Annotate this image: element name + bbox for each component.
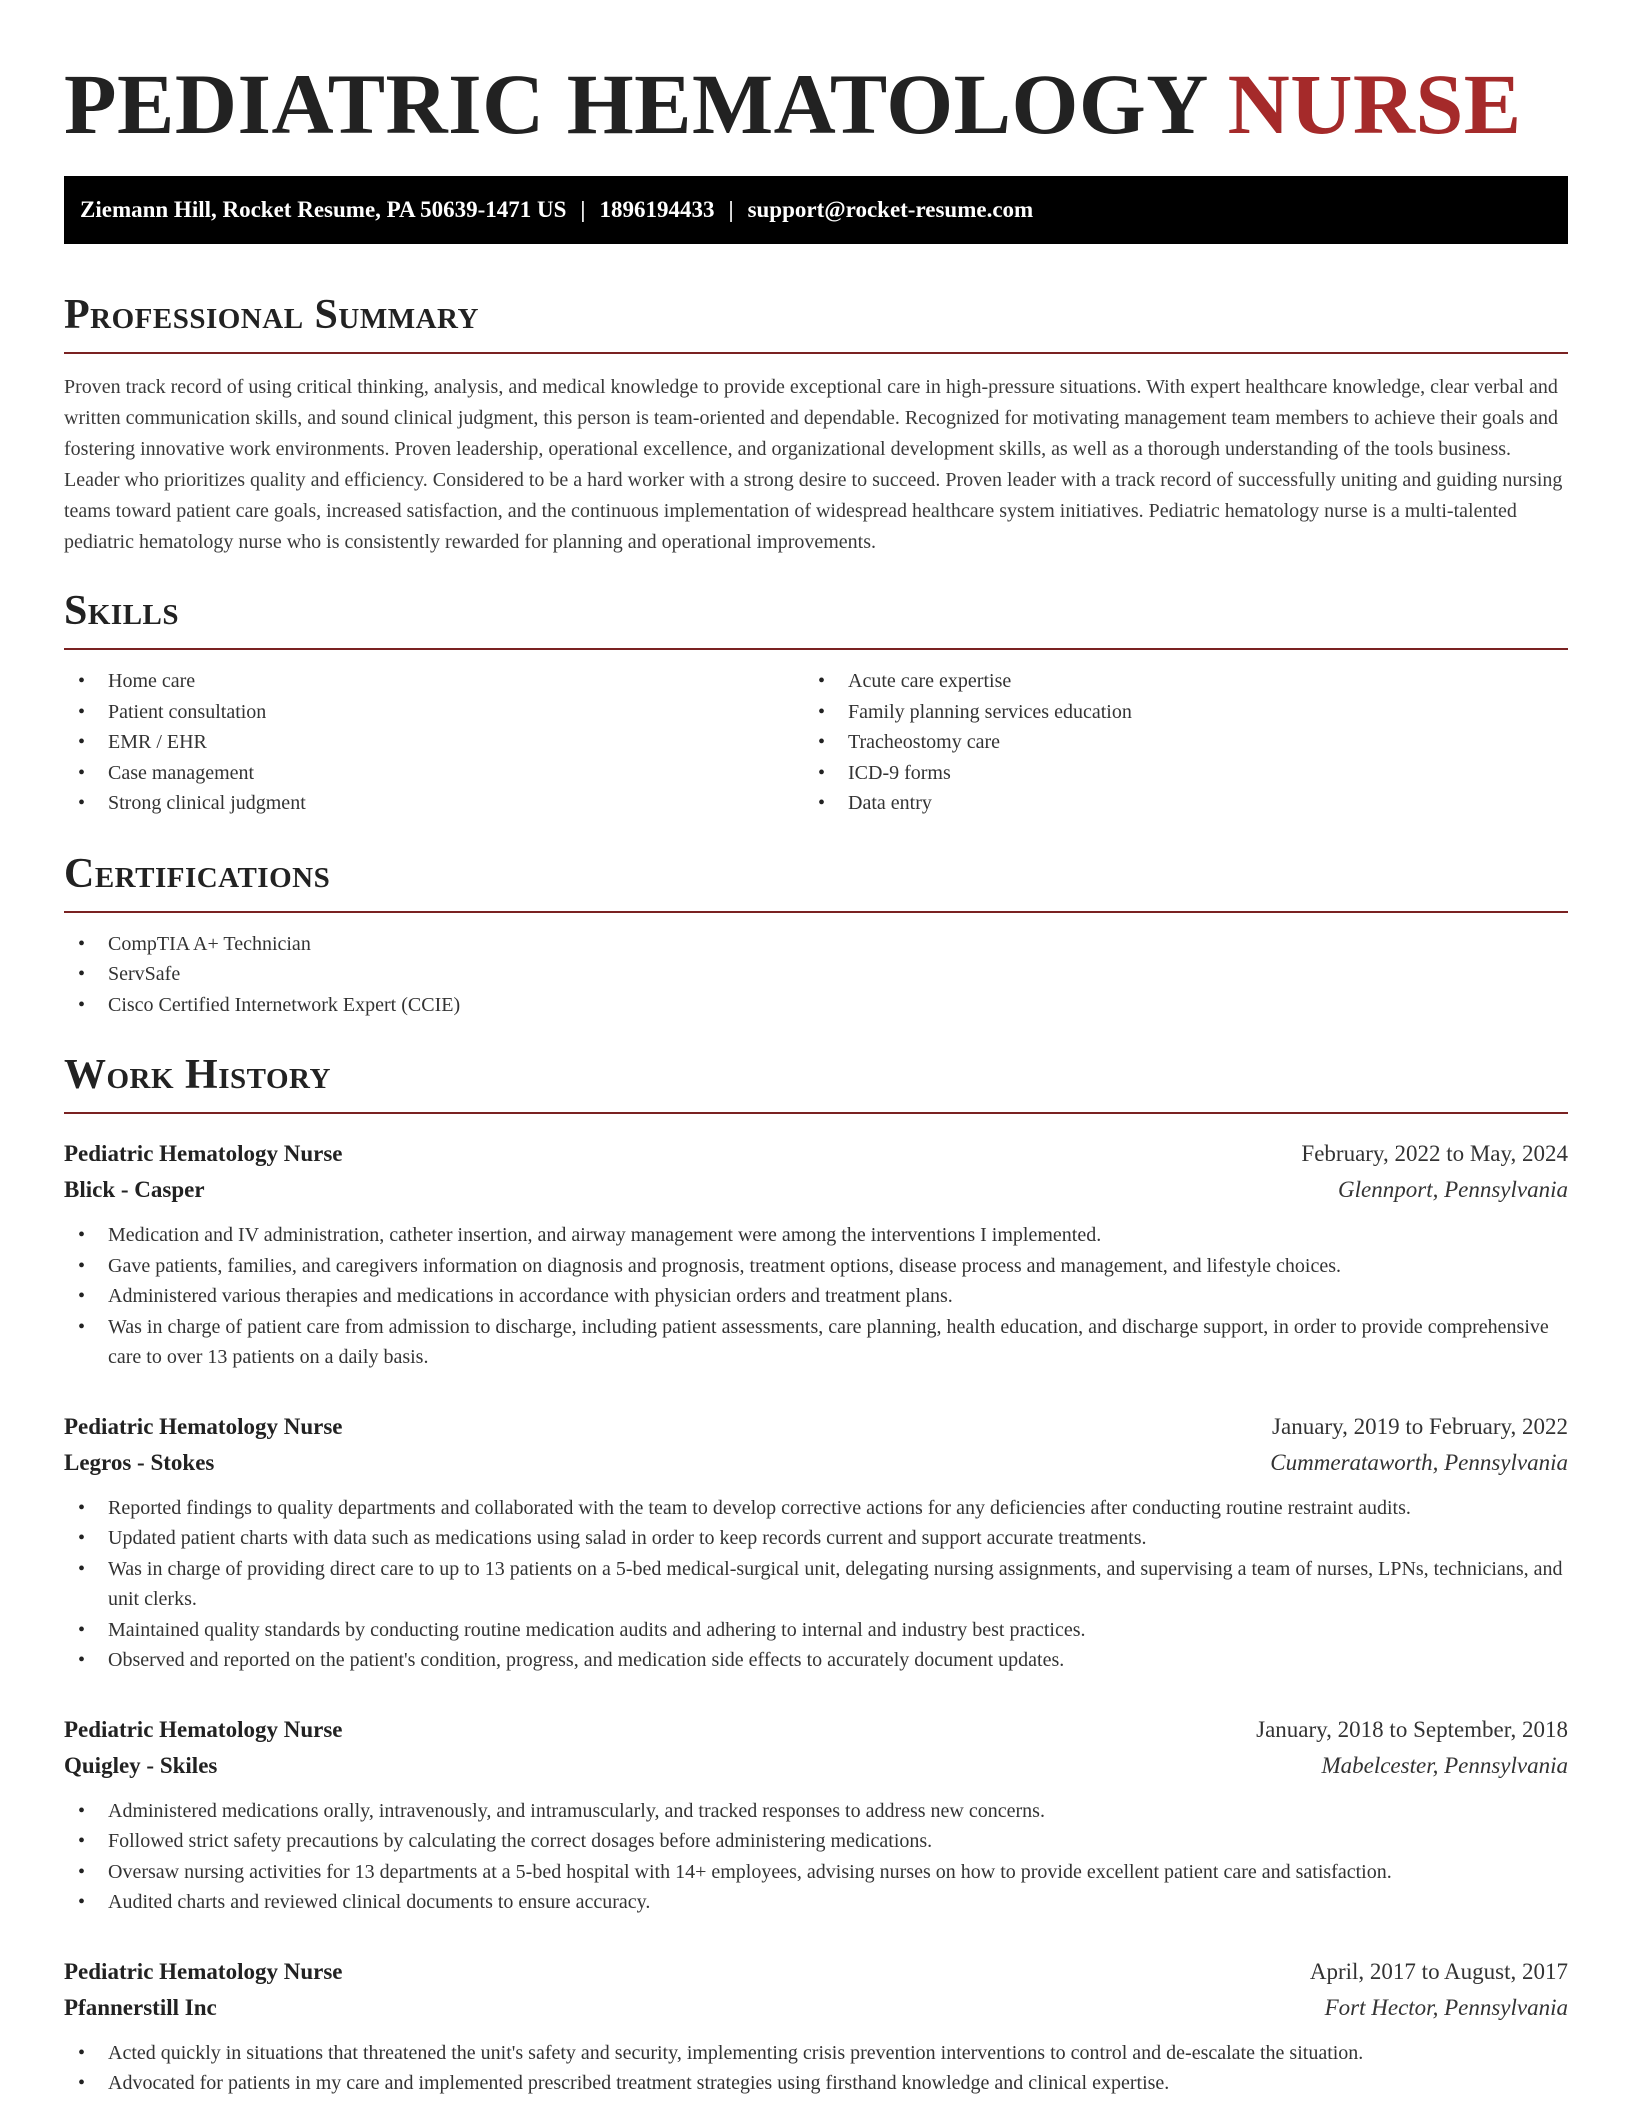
skill-item: • Acute care expertise — [804, 666, 1544, 697]
contact-address: Ziemann Hill, Rocket Resume, PA 50639-1471 US — [80, 197, 567, 222]
job-location: Glennport, Pennsylvania — [1338, 1177, 1568, 1202]
job-location: Mabelcester, Pennsylvania — [1321, 1752, 1568, 1778]
job-bullet: • Acted quickly in situations that threatened the unit's safety and security, implementing crisis prevention interventions to control and de-escalate the situation. — [64, 2038, 1568, 2069]
skill-item: • Home care — [64, 666, 804, 697]
contact-separator: | — [728, 197, 734, 222]
title-accent: NURSE — [1227, 56, 1522, 152]
skills-list-left — [64, 666, 804, 819]
job-entry — [64, 1712, 1568, 1918]
job-company: Quigley - Skiles — [64, 1752, 218, 1778]
job-header-row — [64, 1712, 1568, 1748]
job-bullets — [64, 1220, 1568, 1373]
summary-text: Proven track record of using critical thinking, analysis, and medical knowledge to provide exceptional care in high-pressure situations. With expert healthcare knowledge, clear verbal and written communication skills, and sound clinical judgment, this person is team-oriented and dependable. Recognized for motivating management team members to achieve their goals and fostering innovative work environments. Proven leadership, operational excellence, and organizational development skills, as well as a thorough understanding of the tools business. Leader who prioritizes quality and efficiency. Considered to be a hard worker with a strong desire to succeed. Proven leader with a track record of successfully uniting and guiding nursing teams toward patient care goals, increased satisfaction, and the continuous implementation of widespread healthcare system initiatives. Pediatric hematology nurse is a multi-talented pediatric hematology nurse who is consistently rewarded for planning and operational improvements. — [64, 376, 1563, 553]
job-bullet: • Followed strict safety precautions by calculating the correct dosages before administering medications. — [64, 1826, 1568, 1857]
certification-item: • ServSafe — [64, 959, 1568, 990]
contact-separator: | — [580, 197, 586, 222]
section-title: Certifications — [64, 850, 331, 897]
job-header-row — [64, 1136, 1568, 1172]
job-entry — [64, 1954, 1568, 2099]
job-bullet: • Gave patients, families, and caregivers information on diagnosis and prognosis, treatment options, disease process and management, and lifestyle choices. — [64, 1251, 1568, 1282]
job-bullet: • Audited charts and reviewed clinical documents to ensure accuracy. — [64, 1887, 1568, 1918]
skill-item: • EMR / EHR — [64, 727, 804, 758]
section-divider — [64, 352, 1568, 354]
job-dates: April, 2017 to August, 2017 — [1309, 1958, 1568, 1984]
job-bullet: • Observed and reported on the patient's condition, progress, and medication side effects to accurately document updates. — [64, 1645, 1568, 1676]
job-bullet: • Advocated for patients in my care and implemented prescribed treatment strategies using firsthand knowledge and clinical expertise. — [64, 2068, 1568, 2099]
resume-page — [64, 0, 1568, 2099]
section-divider — [64, 1112, 1568, 1114]
job-header-row — [64, 1409, 1568, 1445]
job-bullet: • Administered medications orally, intravenously, and intramuscularly, and tracked responses to address new concerns. — [64, 1796, 1568, 1827]
title-main: PEDIATRIC HEMATOLOGY — [64, 56, 1206, 152]
job-title: Pediatric Hematology Nurse — [64, 1413, 343, 1439]
job-bullet: • Reported findings to quality departments and collaborated with the team to develop corrective actions for any deficiencies after conducting routine restraint audits. — [64, 1493, 1568, 1524]
section-divider — [64, 911, 1568, 913]
job-company-row — [64, 1172, 1568, 1208]
skills-list-right — [804, 666, 1544, 819]
job-bullet: • Administered various therapies and medications in accordance with physician orders and treatment plans. — [64, 1281, 1568, 1312]
skill-item: • Family planning services education — [804, 697, 1544, 728]
job-bullet: • Was in charge of providing direct care to up to 13 patients on a 5-bed medical-surgical unit, delegating nursing assignments, and supervising a team of nurses, LPNs, technicians, and unit clerks. — [64, 1554, 1568, 1615]
section-title: Skills — [64, 588, 180, 634]
skills-columns — [64, 666, 1568, 819]
contact-bar — [64, 176, 1568, 244]
job-company-row — [64, 1748, 1568, 1784]
contact-email[interactable]: support@rocket-resume.com — [747, 197, 1034, 222]
page-title — [64, 56, 1568, 152]
certifications-list — [64, 929, 1568, 1021]
job-dates: February, 2022 to May, 2024 — [1301, 1141, 1568, 1166]
job-location: Cummerataworth, Pennsylvania — [1270, 1449, 1568, 1475]
skill-item: • Case management — [64, 758, 804, 789]
job-location: Fort Hector, Pennsylvania — [1324, 1994, 1568, 2020]
job-entry — [64, 1136, 1568, 1373]
job-title: Pediatric Hematology Nurse — [64, 1141, 343, 1166]
job-entry — [64, 1409, 1568, 1676]
job-bullet: • Was in charge of patient care from admission to discharge, including patient assessments, care planning, health education, and discharge support, in order to provide comprehensive care to over 13 patients on a daily basis. — [64, 1312, 1568, 1373]
skill-item: • Data entry — [804, 788, 1544, 819]
job-company-row — [64, 1445, 1568, 1481]
skill-item: • ICD-9 forms — [804, 758, 1544, 789]
job-bullet: • Medication and IV administration, catheter insertion, and airway management were among the interventions I implemented. — [64, 1220, 1568, 1251]
job-bullet: • Maintained quality standards by conducting routine medication audits and adhering to internal and industry best practices. — [64, 1615, 1568, 1646]
section-title: Professional Summary — [64, 292, 479, 338]
job-company-row — [64, 1990, 1568, 2026]
section-divider — [64, 648, 1568, 650]
skill-item: • Patient consultation — [64, 697, 804, 728]
job-bullets — [64, 2038, 1568, 2099]
job-bullet: • Updated patient charts with data such as medications using salad in order to keep records current and support accurate treatments. — [64, 1523, 1568, 1554]
contact-phone[interactable]: 1896194433 — [599, 197, 715, 222]
job-bullet: • Oversaw nursing activities for 13 departments at a 5-bed hospital with 14+ employees, advising nurses on how to provide excellent patient care and satisfaction. — [64, 1857, 1568, 1888]
job-title: Pediatric Hematology Nurse — [64, 1716, 343, 1742]
job-header-row — [64, 1954, 1568, 1990]
skill-item: • Strong clinical judgment — [64, 788, 804, 819]
certification-item: • Cisco Certified Internetwork Expert (CCIE) — [64, 990, 1568, 1021]
certifications-section — [64, 849, 1568, 1021]
job-dates: January, 2019 to February, 2022 — [1272, 1413, 1568, 1439]
section-title: Work History — [64, 1052, 331, 1098]
job-bullets — [64, 1796, 1568, 1918]
skill-item: • Tracheostomy care — [804, 727, 1544, 758]
job-company: Legros - Stokes — [64, 1449, 215, 1475]
skills-section — [64, 586, 1568, 819]
job-title: Pediatric Hematology Nurse — [64, 1958, 343, 1984]
work-history-section — [64, 1050, 1568, 2099]
job-bullets — [64, 1493, 1568, 1676]
job-dates: January, 2018 to September, 2018 — [1256, 1716, 1568, 1742]
job-company: Blick - Casper — [64, 1177, 205, 1202]
job-company: Pfannerstill Inc — [64, 1994, 217, 2020]
professional-summary-section — [64, 290, 1568, 558]
certification-item: • CompTIA A+ Technician — [64, 929, 1568, 960]
